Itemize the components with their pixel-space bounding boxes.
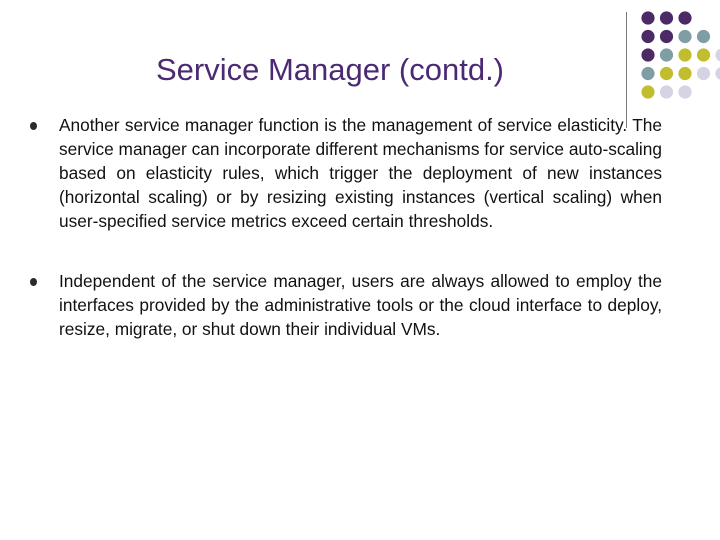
bullet-item [30,113,662,233]
decorative-divider-line [626,12,627,128]
bullet-dot-icon [30,278,37,286]
decorative-dot [678,67,691,80]
decorative-dot [660,85,673,98]
decorative-dot [715,67,720,80]
decorative-dot [678,30,691,43]
bullet-dot-icon [30,122,37,130]
decorative-dot [660,48,673,61]
decorative-dot [715,48,720,61]
decorative-dot [660,67,673,80]
bullet-item [30,269,662,341]
decorative-dot [660,11,673,24]
decorative-dot [678,11,691,24]
decorative-dot [697,67,710,80]
decorative-dot [641,67,654,80]
decorative-dot [641,48,654,61]
decorative-dot [641,85,654,98]
decorative-dot [641,11,654,24]
decorative-dot [678,85,691,98]
bullet-text: Another service manager function is the management of service elasticity. The service manager can incorporate different mechanisms for service auto-scaling based on elasticity rules, which trigger the deployment of new instances (horizontal scaling) or by resizing existing instances (vertical scaling) when user-specified service metrics exceed certain thresholds. [59,115,662,231]
bullet-list [30,113,662,341]
decorative-dot [641,30,654,43]
decorative-dot [678,48,691,61]
decorative-dot [697,48,710,61]
decorative-dot [660,30,673,43]
decorative-dot [697,30,710,43]
slide-title: Service Manager (contd.) [155,52,505,87]
bullet-text: Independent of the service manager, users are always allowed to employ the interfaces provided by the administrative tools or the cloud interface to deploy, resize, migrate, or shut down their individual VMs. [59,271,662,339]
